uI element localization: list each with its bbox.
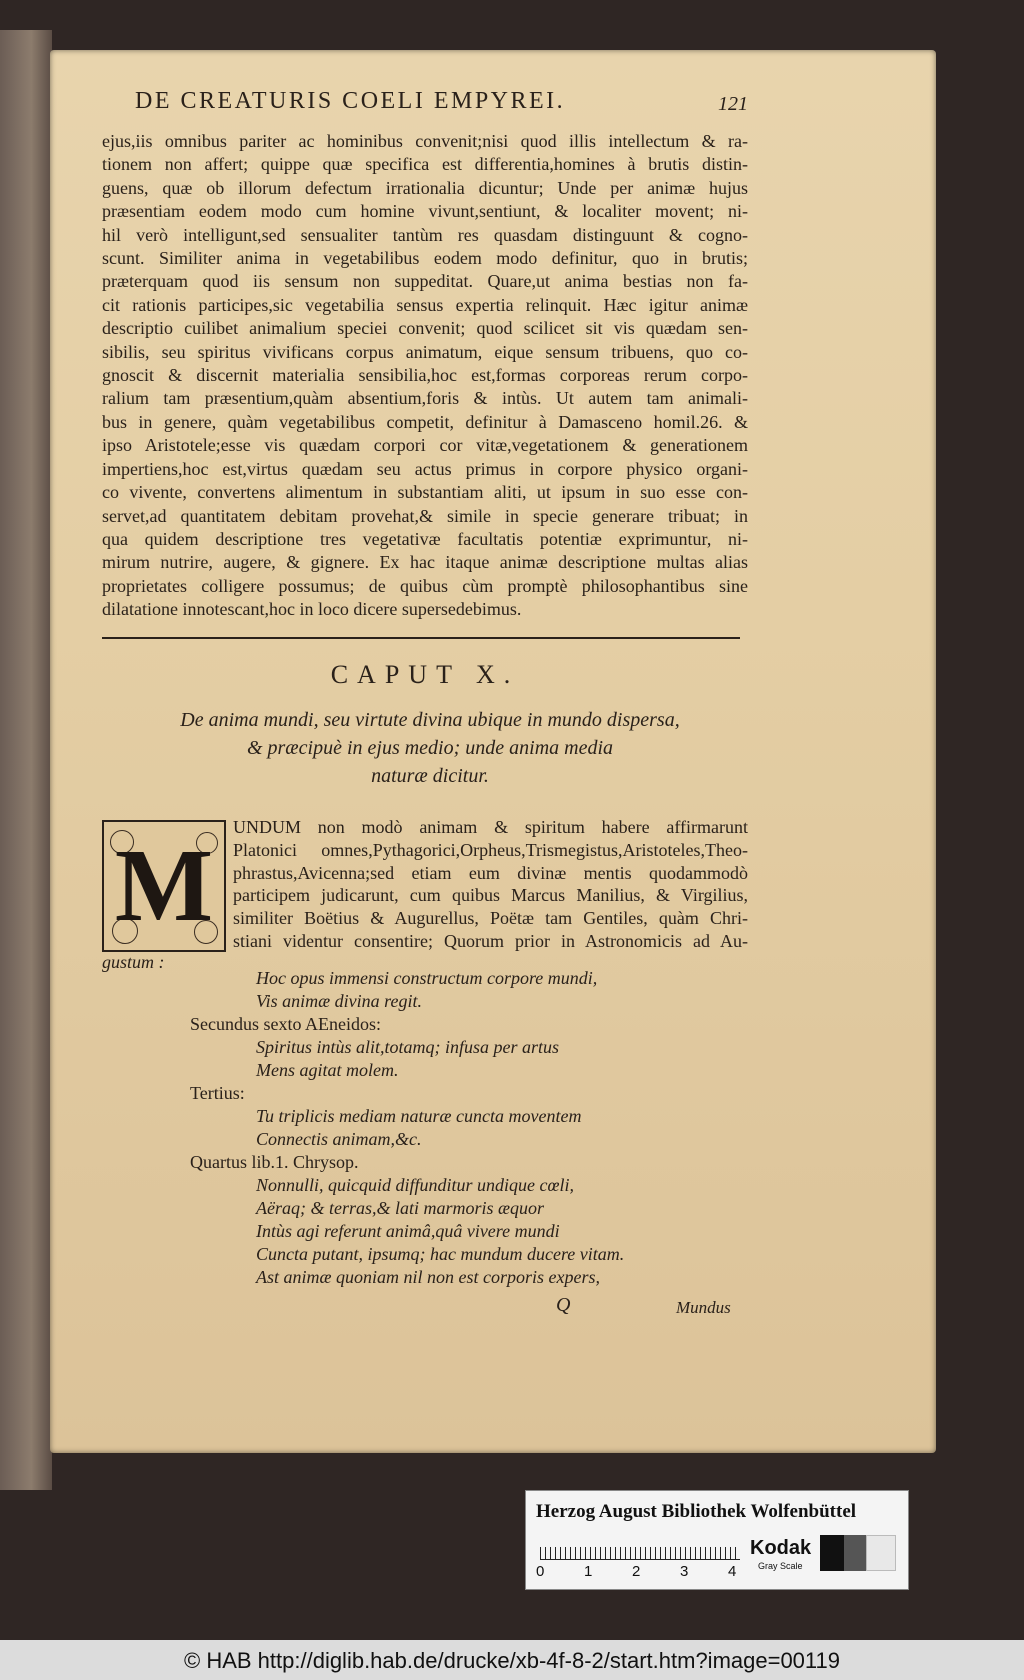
body-line: impertiens,hoc est,virtus quædam seu actus primus in corpore physico organi-	[102, 458, 748, 479]
opening-paragraph	[233, 816, 748, 953]
ruler-number: 2	[632, 1563, 641, 1580]
ruler	[540, 1535, 740, 1560]
verse-line: Mens agitat molem.	[256, 1060, 399, 1080]
opening-line: phrastus,Avicenna;sed etiam eum divinæ mentis quodammodò	[233, 862, 748, 883]
folio-number: 121	[718, 93, 748, 115]
verse-block	[102, 968, 748, 1288]
body-line: co vivente, convertens alimentum in substantiam aliti, ut ipsum in suo esse con-	[102, 482, 748, 503]
body-line: præterquam quod iis sensum non suppeditat. Quare,ut anima bestias non fa-	[102, 271, 748, 292]
body-line: guens, quæ ob illorum defectum irrationalia dicuntur; Unde per animæ hujus	[102, 177, 748, 198]
opening-line: Platonici omnes,Pythagorici,Orpheus,Trismegistus,Aristoteles,Theo-	[233, 839, 748, 860]
kodak-logo: Kodak	[750, 1537, 812, 1559]
verse-line: Spiritus intùs alit,totamq; infusa per artus	[256, 1037, 560, 1057]
initial-letter: M	[114, 828, 214, 943]
subtitle-line: & præcipuè in ejus medio; unde anima media	[246, 737, 614, 759]
gray-scale-label: Gray Scale	[758, 1561, 803, 1571]
body-line: ejus,iis omnibus pariter ac hominibus convenit;nisi quod illis intellectum & ra-	[102, 131, 748, 151]
ruler-number: 3	[680, 1563, 689, 1580]
opening-line: stiani videntur consentire; Quorum prior in Astronomicis ad Au-	[233, 930, 748, 951]
ruler-number: 4	[728, 1563, 737, 1580]
body-line: proprietates colligere possumus; de quibus cùm promptè philosophantibus sine	[102, 575, 748, 596]
verse-line: Cuncta putant, ipsumq; hac mundum ducere vitam.	[256, 1244, 625, 1264]
body-line: mirum nutrire, augere, & gignere. Ex hac itaque animæ descriptione multas alias	[102, 552, 748, 573]
body-line: descriptio cuilibet animalium speciei convenit; quod scilicet sit vis quædam sen-	[102, 318, 748, 339]
verse-line: Vis animæ divina regit.	[256, 991, 422, 1011]
verse-line: Ast animæ quoniam nil non est corporis expers,	[256, 1267, 600, 1287]
body-line: cit rationis participes,sic vegetabilia sensus expertia relinquit. Hæc igitur animæ	[102, 294, 748, 315]
ruler-number: 1	[584, 1563, 593, 1580]
body-line: servet,ad quantitatem debitam provehat,& simile in specie generare tribuat; in	[102, 505, 748, 526]
body-line: præsentiam eodem modo cum homine vivunt,sentiunt, & localiter movent; ni-	[102, 201, 748, 222]
opening-line: participem judicarunt, cum quibus Marcus Manilius, & Virgilius,	[233, 885, 748, 906]
book-spine-edge	[0, 30, 52, 1490]
signature-mark: Q	[556, 1294, 571, 1316]
verse-line: Aëraq; & terras,& lati marmoris æquor	[256, 1198, 545, 1218]
gray-patch-mid	[844, 1535, 866, 1571]
color-scale-card	[525, 1490, 909, 1590]
subtitle-line: naturæ dicitur.	[371, 765, 489, 787]
catchword: Mundus	[676, 1298, 731, 1317]
body-text	[102, 130, 748, 622]
body-line: gnoscit & discernit materialia sensibilia,hoc est,formas corporeas rerum corpo-	[102, 365, 748, 386]
gray-patch-white	[866, 1535, 896, 1571]
gray-patch-black	[820, 1535, 844, 1571]
footer-credit: © HAB http://diglib.hab.de/drucke/xb-4f-8-2/start.htm?image=00119	[184, 1648, 840, 1673]
section-rule	[102, 637, 740, 639]
opening-tail: gustum :	[102, 952, 165, 972]
verse-line: Nonnulli, quicquid diffunditur undique cœli,	[256, 1175, 574, 1195]
ruler-number: 0	[536, 1563, 545, 1580]
opening-line: similiter Boëtius & Augurellus, Poëtæ tam Gentiles, quàm Chri-	[233, 908, 748, 929]
opening-line: UNDUM non modò animam & spiritum habere affirmarunt	[233, 817, 748, 837]
body-line: dilatatione innotescant,hoc in loco dicere supersedebimus.	[102, 599, 522, 620]
verse-line: Quartus lib.1. Chrysop.	[190, 1152, 359, 1172]
body-line: bus in genere, quàm vegetabilibus competit, definitur à Damasceno homil.26. &	[102, 411, 748, 432]
verse-line: Tertius:	[190, 1083, 245, 1103]
body-line: ipso Aristotele;esse vis quædam corpori cor vitæ,vegetationem & generationem	[102, 435, 748, 456]
chapter-heading: CAPUT X.	[330, 660, 520, 689]
chapter-subtitle	[140, 706, 720, 790]
decorated-initial	[102, 820, 226, 952]
subtitle-line: De anima mundi, seu virtute divina ubique in mundo dispersa,	[180, 709, 680, 731]
verse-line: Connectis animam,&c.	[256, 1129, 422, 1149]
footer-bar	[0, 1640, 1024, 1680]
body-line: hil verò intelligunt,sed sensualiter tantùm res quasdam distinguunt & cogno-	[102, 224, 748, 245]
verse-line: Secundus sexto AEneidos:	[190, 1014, 381, 1034]
verse-line: Tu triplicis mediam naturæ cuncta moventem	[256, 1106, 582, 1126]
body-line: ralium tam præsentium,quàm absentium,foris & intùs. Ut autem tam animali-	[102, 388, 748, 409]
scale-card-title: Herzog August Bibliothek Wolfenbüttel	[536, 1501, 857, 1522]
body-line: scunt. Similiter anima in vegetabilibus eodem modo definitur, quo in brutis;	[102, 248, 748, 269]
body-line: sibilis, seu spiritus vivificans corpus animatum, eique sensum tribuens, quo co-	[102, 341, 748, 362]
verse-line: Hoc opus immensi constructum corpore mundi,	[256, 968, 598, 988]
running-head: DE CREATURIS COELI EMPYREI.	[135, 88, 566, 114]
verse-line: Intùs agi referunt animâ,quâ vivere mundi	[256, 1221, 560, 1241]
body-line: tionem non affert; quippe quæ specifica est differentia,homines à brutis distin-	[102, 154, 748, 175]
body-line: qua quidem descriptione tres vegetativæ facultatis potentiæ exprimuntur, ni-	[102, 528, 748, 549]
